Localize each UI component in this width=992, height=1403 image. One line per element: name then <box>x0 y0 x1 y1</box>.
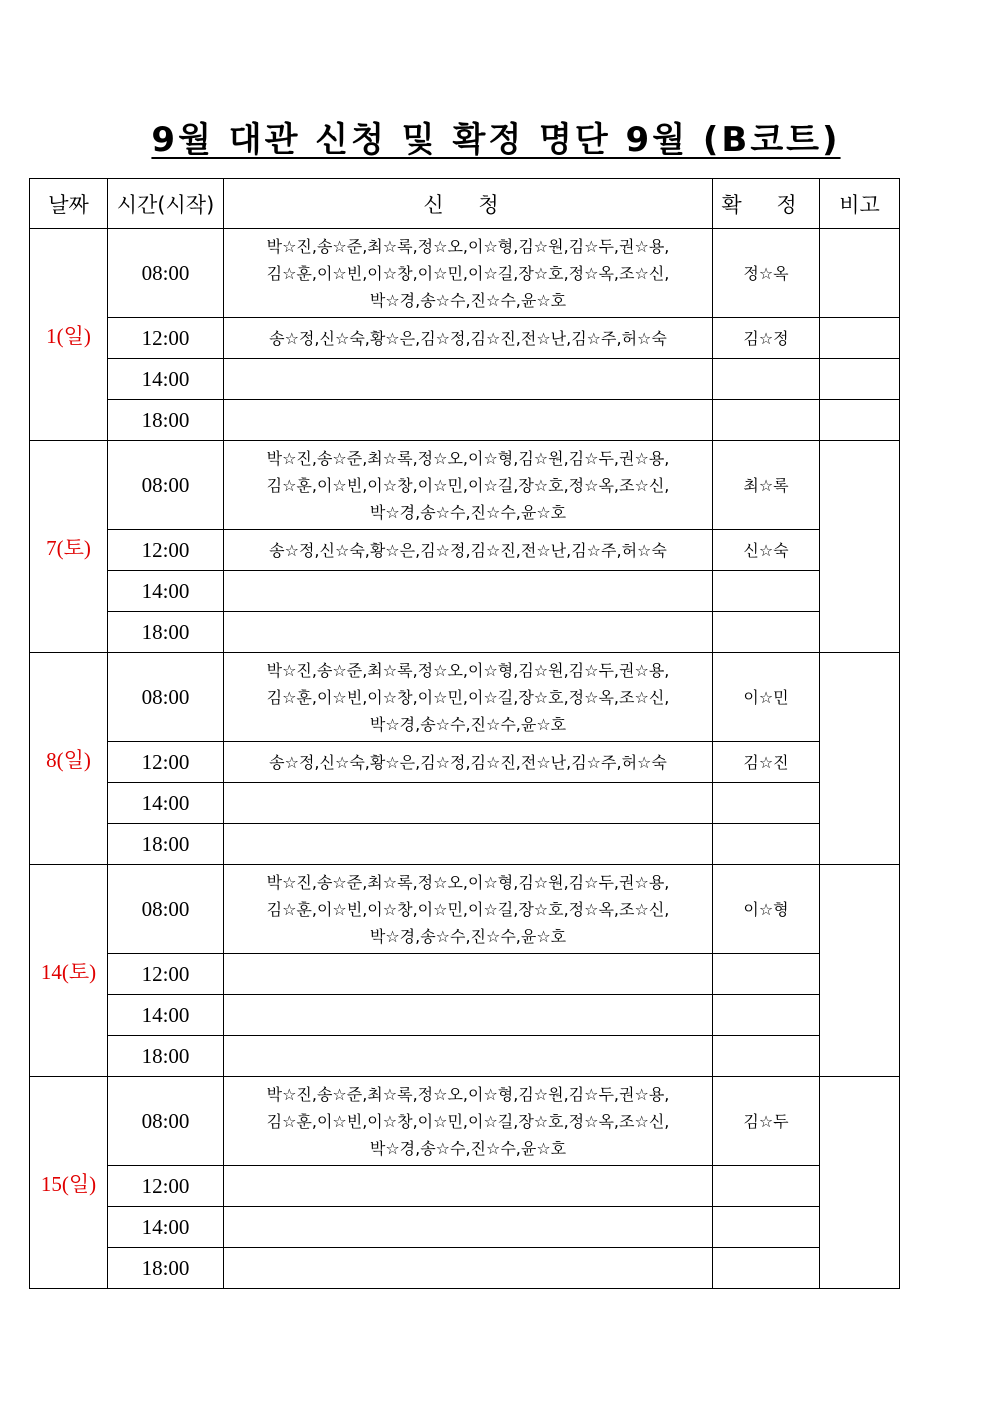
confirm-cell <box>713 1207 820 1248</box>
applicants-cell <box>224 824 713 865</box>
time-cell: 12:00 <box>108 318 224 359</box>
table-row <box>30 1166 900 1207</box>
table-row <box>30 441 900 530</box>
time-cell: 12:00 <box>108 954 224 995</box>
date-cell: 8(일) <box>30 653 108 865</box>
confirm-cell <box>713 824 820 865</box>
time-cell: 18:00 <box>108 400 224 441</box>
confirm-cell: 김☆두 <box>713 1077 820 1166</box>
note-cell <box>820 865 900 1077</box>
applicants-cell <box>224 1248 713 1289</box>
date-cell: 15(일) <box>30 1077 108 1289</box>
time-cell: 08:00 <box>108 1077 224 1166</box>
table-row <box>30 995 900 1036</box>
confirm-cell: 김☆정 <box>713 318 820 359</box>
applicants-cell <box>224 1207 713 1248</box>
note-cell <box>820 400 900 441</box>
time-cell: 08:00 <box>108 865 224 954</box>
header-confirm: 확 정 <box>713 179 820 229</box>
note-cell <box>820 1077 900 1289</box>
time-cell: 18:00 <box>108 1248 224 1289</box>
header-time: 시간(시작) <box>108 179 224 229</box>
confirm-cell <box>713 783 820 824</box>
confirm-cell: 이☆형 <box>713 865 820 954</box>
time-cell: 12:00 <box>108 742 224 783</box>
applicants-cell: 박☆진,송☆준,최☆록,정☆오,이☆형,김☆원,김☆두,권☆용, 김☆훈,이☆빈,이☆창,이☆민,이☆길,장☆호,정☆옥,조☆신, 박☆경,송☆수,진☆수,윤☆호 <box>224 653 713 742</box>
time-cell: 18:00 <box>108 824 224 865</box>
confirm-cell <box>713 1248 820 1289</box>
table-row <box>30 783 900 824</box>
date-cell: 7(토) <box>30 441 108 653</box>
schedule-table <box>29 178 900 1289</box>
confirm-cell <box>713 612 820 653</box>
time-cell: 18:00 <box>108 612 224 653</box>
time-cell: 12:00 <box>108 1166 224 1207</box>
applicants-cell: 박☆진,송☆준,최☆록,정☆오,이☆형,김☆원,김☆두,권☆용, 김☆훈,이☆빈,이☆창,이☆민,이☆길,장☆호,정☆옥,조☆신, 박☆경,송☆수,진☆수,윤☆호 <box>224 229 713 318</box>
applicants-cell: 송☆정,신☆숙,황☆은,김☆정,김☆진,전☆난,김☆주,허☆숙 <box>224 318 713 359</box>
applicants-cell <box>224 400 713 441</box>
applicants-cell: 박☆진,송☆준,최☆록,정☆오,이☆형,김☆원,김☆두,권☆용, 김☆훈,이☆빈,이☆창,이☆민,이☆길,장☆호,정☆옥,조☆신, 박☆경,송☆수,진☆수,윤☆호 <box>224 865 713 954</box>
confirm-cell <box>713 400 820 441</box>
applicants-cell <box>224 995 713 1036</box>
confirm-cell: 이☆민 <box>713 653 820 742</box>
table-row <box>30 1248 900 1289</box>
table-row <box>30 1036 900 1077</box>
header-row <box>30 179 900 229</box>
confirm-cell: 김☆진 <box>713 742 820 783</box>
time-cell: 14:00 <box>108 1207 224 1248</box>
date-cell: 14(토) <box>30 865 108 1077</box>
confirm-cell <box>713 954 820 995</box>
table-row <box>30 318 900 359</box>
applicants-cell <box>224 1166 713 1207</box>
table-row <box>30 400 900 441</box>
table-row <box>30 653 900 742</box>
table-row <box>30 1207 900 1248</box>
note-cell <box>820 653 900 865</box>
confirm-cell: 신☆숙 <box>713 530 820 571</box>
time-cell: 08:00 <box>108 441 224 530</box>
time-cell: 12:00 <box>108 530 224 571</box>
confirm-cell <box>713 571 820 612</box>
applicants-cell: 박☆진,송☆준,최☆록,정☆오,이☆형,김☆원,김☆두,권☆용, 김☆훈,이☆빈,이☆창,이☆민,이☆길,장☆호,정☆옥,조☆신, 박☆경,송☆수,진☆수,윤☆호 <box>224 441 713 530</box>
date-cell: 1(일) <box>30 229 108 441</box>
applicants-cell <box>224 571 713 612</box>
confirm-cell: 정☆옥 <box>713 229 820 318</box>
time-cell: 14:00 <box>108 783 224 824</box>
table-row <box>30 530 900 571</box>
time-cell: 14:00 <box>108 571 224 612</box>
table-row <box>30 1077 900 1166</box>
note-cell <box>820 359 900 400</box>
applicants-cell <box>224 783 713 824</box>
header-date: 날짜 <box>30 179 108 229</box>
table-row <box>30 612 900 653</box>
time-cell: 18:00 <box>108 1036 224 1077</box>
header-apply: 신 청 <box>224 179 713 229</box>
time-cell: 08:00 <box>108 229 224 318</box>
table-row <box>30 824 900 865</box>
note-cell <box>820 441 900 653</box>
confirm-cell: 최☆록 <box>713 441 820 530</box>
header-note: 비고 <box>820 179 900 229</box>
applicants-cell <box>224 359 713 400</box>
applicants-cell <box>224 954 713 995</box>
note-cell <box>820 318 900 359</box>
applicants-cell: 송☆정,신☆숙,황☆은,김☆정,김☆진,전☆난,김☆주,허☆숙 <box>224 742 713 783</box>
confirm-cell <box>713 1036 820 1077</box>
table-row <box>30 359 900 400</box>
applicants-cell <box>224 1036 713 1077</box>
time-cell: 14:00 <box>108 995 224 1036</box>
confirm-cell <box>713 1166 820 1207</box>
confirm-cell <box>713 995 820 1036</box>
page-title: 9월 대관 신청 및 확정 명단 9월 (B코트) <box>151 120 841 160</box>
time-cell: 08:00 <box>108 653 224 742</box>
confirm-cell <box>713 359 820 400</box>
table-row <box>30 229 900 318</box>
applicants-cell: 송☆정,신☆숙,황☆은,김☆정,김☆진,전☆난,김☆주,허☆숙 <box>224 530 713 571</box>
table-row <box>30 742 900 783</box>
time-cell: 14:00 <box>108 359 224 400</box>
applicants-cell: 박☆진,송☆준,최☆록,정☆오,이☆형,김☆원,김☆두,권☆용, 김☆훈,이☆빈,이☆창,이☆민,이☆길,장☆호,정☆옥,조☆신, 박☆경,송☆수,진☆수,윤☆호 <box>224 1077 713 1166</box>
note-cell <box>820 229 900 318</box>
table-row <box>30 865 900 954</box>
applicants-cell <box>224 612 713 653</box>
table-row <box>30 571 900 612</box>
table-row <box>30 954 900 995</box>
